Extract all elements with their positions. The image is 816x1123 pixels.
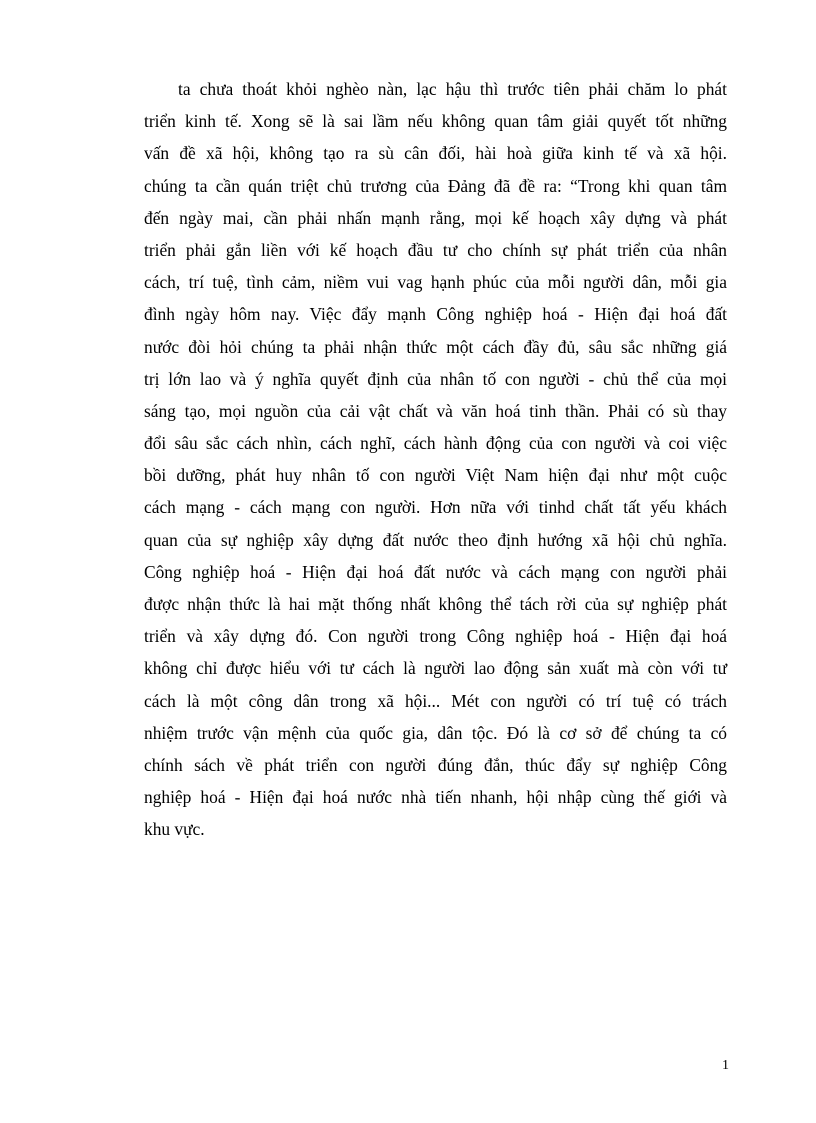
paragraph-line: được nhận thức là hai mặt thống nhất không thể tách rời của sự nghiệp phát (144, 594, 727, 614)
paragraph-line: cách mạng - cách mạng con người. Hơn nữa với tinhd chất tất yếu khách (144, 497, 727, 518)
paragraph-line: chính sách về phát triển con người đúng đắn, thúc đẩy sự nghiệp Công (144, 754, 727, 775)
paragraph-line: bồi dưỡng, phát huy nhân tố con người Việt Nam hiện đại như một cuộc (144, 465, 727, 486)
paragraph-line: khu vực. (144, 819, 205, 840)
paragraph-line: Công nghiệp hoá - Hiện đại hoá đất nước và cách mạng con người phải (144, 561, 727, 582)
paragraph-line: đổi sâu sắc cách nhìn, cách nghĩ, cách hành động của con người và coi việc (144, 433, 727, 454)
paragraph-line: triển và xây dựng đó. Con người trong Công nghiệp hoá - Hiện đại hoá (144, 626, 727, 647)
paragraph-line: trị lớn lao và ý nghĩa quyết định của nhân tố con người - chủ thể của mọi (144, 368, 727, 389)
body-paragraph (144, 73, 727, 846)
paragraph-line: không chỉ được hiểu với tư cách là người lao động sản xuất mà còn với tư (144, 658, 727, 679)
paragraph-line: triển phải gắn liền với kế hoạch đầu tư cho chính sự phát triển của nhân (144, 239, 727, 260)
paragraph-line: đến ngày mai, cần phải nhấn mạnh rằng, mọi kế hoạch xây dựng và phát (144, 207, 727, 228)
paragraph-line: đình ngày hôm nay. Việc đẩy mạnh Công nghiệp hoá - Hiện đại hoá đất (144, 304, 727, 325)
paragraph-line: chúng ta cần quán triệt chủ trương của Đảng đã đề ra: “Trong khi quan tâm (144, 175, 727, 196)
paragraph-line: triển kinh tế. Xong sẽ là sai lầm nếu không quan tâm giải quyết tốt những (144, 111, 727, 132)
paragraph-line: cách, trí tuệ, tình cảm, niềm vui vag hạnh phúc của mỗi người dân, mỗi gia (144, 272, 727, 293)
paragraph-line: nhiệm trước vận mệnh của quốc gia, dân tộc. Đó là cơ sở để chúng ta có (144, 722, 727, 743)
paragraph-line: nước đòi hỏi chúng ta phải nhận thức một cách đầy đủ, sâu sắc những giá (144, 336, 727, 357)
paragraph-line: ta chưa thoát khỏi nghèo nàn, lạc hậu thì trước tiên phải chăm lo phát (178, 79, 727, 99)
paragraph-line: vấn đề xã hội, không tạo ra sù cân đối, hài hoà giữa kinh tế và xã hội. (144, 143, 727, 164)
paragraph-line: nghiệp hoá - Hiện đại hoá nước nhà tiến nhanh, hội nhập cùng thế giới và (144, 787, 727, 808)
paragraph-line: quan của sự nghiệp xây dựng đất nước theo định hướng xã hội chủ nghĩa. (144, 529, 727, 550)
paragraph-line: sáng tạo, mọi nguồn của cải vật chất và văn hoá tinh thần. Phải có sù thay (144, 400, 727, 421)
paragraph-line: cách là một công dân trong xã hội... Mét con người có trí tuệ có trách (144, 690, 727, 711)
page-number: 1 (722, 1058, 729, 1073)
